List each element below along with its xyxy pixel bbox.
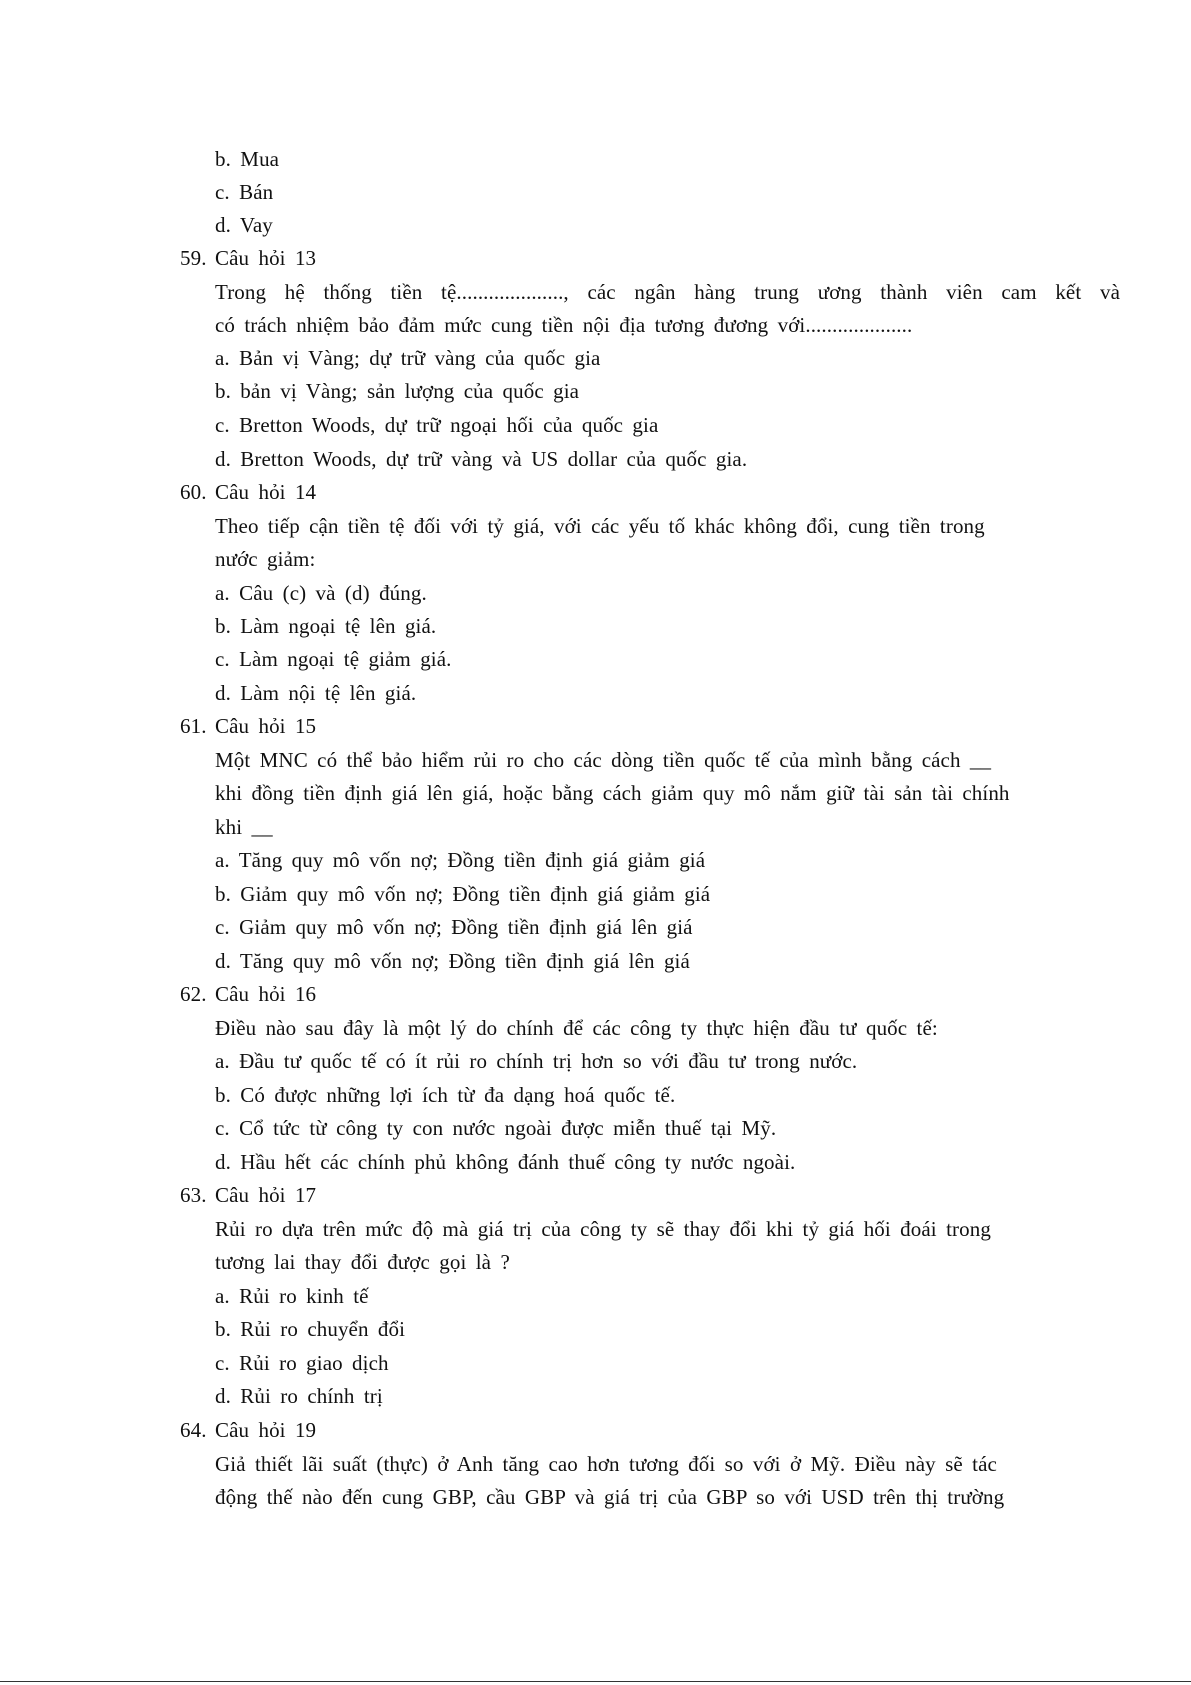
option-line: d. Vay <box>215 213 273 237</box>
option-line: b. Rủi ro chuyển đổi <box>215 1317 406 1341</box>
option-line: a. Bản vị Vàng; dự trữ vàng của quốc gia <box>215 346 601 370</box>
page-bottom-border <box>0 1681 1191 1682</box>
option-line: a. Rủi ro kinh tế <box>215 1284 369 1308</box>
question-stem: Điều nào sau đây là một lý do chính để các công ty thực hiện đầu tư quốc tế: <box>215 1016 938 1040</box>
option-line: d. Làm nội tệ lên giá. <box>215 681 417 705</box>
question-stem: tương lai thay đổi được gọi là ? <box>215 1250 510 1274</box>
question-stem: động thế nào đến cung GBP, cầu GBP và giá trị của GBP so với USD trên thị trường <box>215 1485 1005 1509</box>
question-number: 60. <box>180 480 207 504</box>
option-line: c. Làm ngoại tệ giảm giá. <box>215 647 452 671</box>
question-number: 59. <box>180 246 207 270</box>
question-stem: có trách nhiệm bảo đảm mức cung tiền nội địa tương đương với.................... <box>215 313 913 337</box>
option-line: c. Bán <box>215 180 274 204</box>
option-line: b. bản vị Vàng; sản lượng của quốc gia <box>215 379 580 403</box>
option-line: c. Giảm quy mô vốn nợ; Đồng tiền định giá lên giá <box>215 915 693 939</box>
question-stem: khi __ <box>215 815 273 839</box>
question-label: Câu hỏi 16 <box>215 982 317 1006</box>
question-label: Câu hỏi 17 <box>215 1183 317 1207</box>
question-label: Câu hỏi 19 <box>215 1418 317 1442</box>
option-line: d. Bretton Woods, dự trữ vàng và US dollar của quốc gia. <box>215 447 748 471</box>
option-line: a. Câu (c) và (d) đúng. <box>215 581 427 605</box>
option-line: d. Hầu hết các chính phủ không đánh thuế công ty nước ngoài. <box>215 1150 796 1174</box>
question-label: Câu hỏi 15 <box>215 714 317 738</box>
question-stem: Giả thiết lãi suất (thực) ở Anh tăng cao hơn tương đối so với ở Mỹ. Điều này sẽ tác <box>215 1452 997 1476</box>
question-stem: Trong hệ thống tiền tệ...................., các ngân hàng trung ương thành viên cam kết và <box>215 280 1120 304</box>
question-stem: Một MNC có thể bảo hiểm rủi ro cho các dòng tiền quốc tế của mình bằng cách __ <box>215 748 992 772</box>
question-number: 63. <box>180 1183 207 1207</box>
option-line: b. Mua <box>215 147 280 171</box>
option-line: d. Tăng quy mô vốn nợ; Đồng tiền định giá lên giá <box>215 949 690 973</box>
option-line: b. Làm ngoại tệ lên giá. <box>215 614 437 638</box>
option-line: c. Bretton Woods, dự trữ ngoại hối của quốc gia <box>215 413 659 437</box>
question-stem: nước giảm: <box>215 547 316 571</box>
option-line: c. Rủi ro giao dịch <box>215 1351 389 1375</box>
option-line: b. Có được những lợi ích từ đa dạng hoá quốc tế. <box>215 1083 676 1107</box>
question-stem: Theo tiếp cận tiền tệ đối với tỷ giá, với các yếu tố khác không đổi, cung tiền trong <box>215 514 985 538</box>
question-label: Câu hỏi 14 <box>215 480 317 504</box>
question-label: Câu hỏi 13 <box>215 246 317 270</box>
option-line: a. Đầu tư quốc tế có ít rủi ro chính trị hơn so với đầu tư trong nước. <box>215 1049 858 1073</box>
question-number: 62. <box>180 982 207 1006</box>
question-number: 61. <box>180 714 207 738</box>
option-line: b. Giảm quy mô vốn nợ; Đồng tiền định giá giảm giá <box>215 882 711 906</box>
question-stem: Rủi ro dựa trên mức độ mà giá trị của công ty sẽ thay đổi khi tỷ giá hối đoái trong <box>215 1217 991 1241</box>
option-line: a. Tăng quy mô vốn nợ; Đồng tiền định giá giảm giá <box>215 848 706 872</box>
option-line: c. Cổ tức từ công ty con nước ngoài được miễn thuế tại Mỹ. <box>215 1116 777 1140</box>
question-number: 64. <box>180 1418 207 1442</box>
question-stem: khi đồng tiền định giá lên giá, hoặc bằng cách giảm quy mô nắm giữ tài sản tài chính <box>215 781 1010 805</box>
option-line: d. Rủi ro chính trị <box>215 1384 383 1408</box>
